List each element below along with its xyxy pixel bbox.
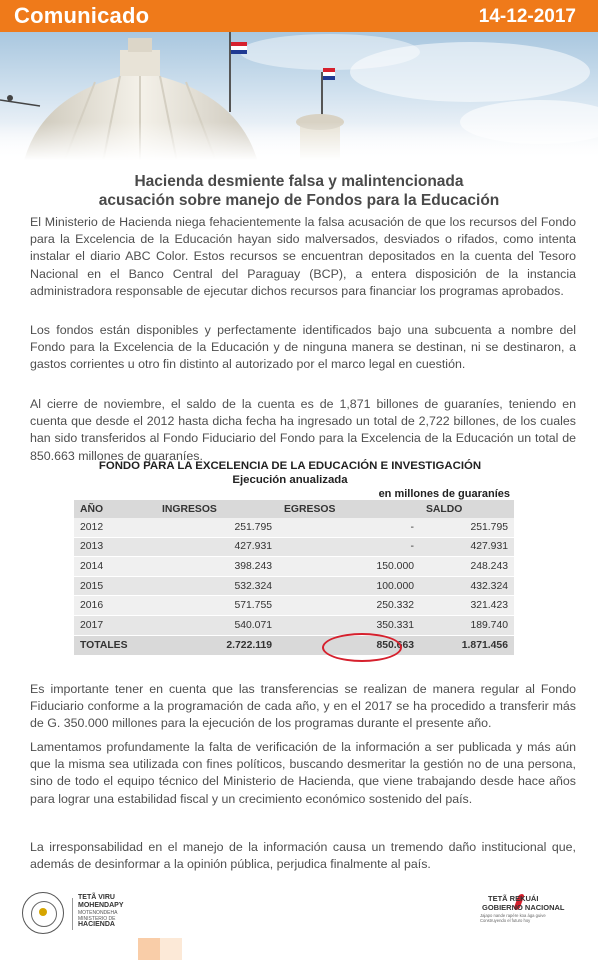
paragraph-4: Es importante tener en cuenta que las transferencias se realizan de manera regular al Fondo Fiduciario conforme a la programación de cada año, y en el 2017 se ha procedido a transferir más de G. 350.000 millones para la ejecución de los programas durante el presente año. xyxy=(30,682,576,731)
cell-income: 571.755 xyxy=(156,596,278,616)
cell-income: 398.243 xyxy=(156,557,278,577)
paragraph-2: Los fondos están disponibles y perfectamente identificados bajo una subcuenta a nombre del Fondo para la Excelencia de la Educación y de ninguna manera se destinan, ni se destinaron, a gastos corrientes u otro fin distinto al autorizado por el marco legal en cuestión. xyxy=(30,323,576,372)
totals-expense: 850.663 xyxy=(278,635,420,655)
cell-expense: 350.331 xyxy=(278,615,420,635)
corner-decoration xyxy=(160,938,182,960)
cell-year: 2014 xyxy=(74,557,156,577)
hero-fade xyxy=(0,122,598,170)
cell-balance: 432.324 xyxy=(420,576,514,596)
gov-logo-line-2: GOBIERNO NACIONAL xyxy=(482,903,565,912)
cell-balance: 248.243 xyxy=(420,557,514,577)
headline-line-1: Hacienda desmiente falsa y malintencionada xyxy=(134,173,464,190)
paragraph-6: La irresponsabilidad en el manejo de la información causa un tremendo daño institucional que, además de desinformar a la opinión pública, perjudica finalmente al país. xyxy=(30,840,576,872)
cell-income: 540.071 xyxy=(156,615,278,635)
gov-logo-line-1: TETÃ REKUÁI xyxy=(488,894,539,903)
headline xyxy=(0,172,598,210)
cell-year: 2012 xyxy=(74,518,156,537)
table-row xyxy=(74,557,514,577)
table-row xyxy=(74,576,514,596)
cell-year: 2016 xyxy=(74,596,156,616)
paragraph-1: El Ministerio de Hacienda niega fehacientemente la falsa acusación de que los recursos del Fondo para la Excelencia de la Educación hayan sido malversados, desviados o rifados, como intenta instalar el diario ABC Color. Estos recursos se encuentran depositados en la cuenta del Tesoro Nacional en el Banco Central del Paraguay (BCP), a entera disposición de la instancia administradora responsable de ejecutar dichos recursos para financiar los programas aprobados. xyxy=(30,215,576,298)
col-header-expense: EGRESOS xyxy=(278,500,420,518)
cell-year: 2017 xyxy=(74,615,156,635)
cell-expense: 150.000 xyxy=(278,557,420,577)
totals-balance: 1.871.456 xyxy=(420,635,514,655)
header-bar xyxy=(0,0,598,32)
logo-text-line-4: HACIENDA xyxy=(78,921,115,928)
totals-label: TOTALES xyxy=(74,635,156,655)
col-header-income: INGRESOS xyxy=(156,500,278,518)
table-title: FONDO PARA LA EXCELENCIA DE LA EDUCACIÓN E INVESTIGACIÓN xyxy=(98,460,482,472)
national-seal-icon xyxy=(22,892,64,934)
cell-expense: - xyxy=(278,518,420,537)
logo-text-line-3: MINISTERIO DE xyxy=(78,916,116,922)
cell-balance: 189.740 xyxy=(420,615,514,635)
table-row xyxy=(74,615,514,635)
cell-income: 427.931 xyxy=(156,537,278,557)
cell-year: 2013 xyxy=(74,537,156,557)
fund-table xyxy=(74,500,514,656)
cell-balance: 427.931 xyxy=(420,537,514,557)
col-header-year: AÑO xyxy=(74,500,156,518)
table-unit: en millones de guaraníes xyxy=(378,488,510,500)
cell-expense: 100.000 xyxy=(278,576,420,596)
header-title: Comunicado xyxy=(14,3,150,28)
table-subtitle: Ejecución anualizada xyxy=(232,474,348,486)
highlight-circle xyxy=(322,633,402,662)
gov-logo-line-4: Construyendo el futuro hoy xyxy=(480,918,531,923)
logo-text-line-1: TETÃ VIRU MOHENDAPY xyxy=(78,894,124,909)
corner-decoration xyxy=(138,938,160,960)
col-header-balance: SALDO xyxy=(420,500,514,518)
table-row xyxy=(74,596,514,616)
government-logo xyxy=(480,894,580,930)
table-header-row xyxy=(74,500,514,518)
header-date: 14-12-2017 xyxy=(478,6,576,27)
cell-expense: - xyxy=(278,537,420,557)
logo-text-line-2: MOTENONDEHA xyxy=(78,910,118,916)
table-row xyxy=(74,537,514,557)
cell-income: 532.324 xyxy=(156,576,278,596)
headline-line-2: acusación sobre manejo de Fondos para la Educación xyxy=(98,192,500,209)
table-row xyxy=(74,518,514,537)
paragraph-5: Lamentamos profundamente la falta de verificación de la información a ser publicada y más aún que la misma sea utilizada con fines políticos, buscando desmeritar la gestión no de una persona, sino de todo el equipo técnico del Ministerio de Hacienda, que viene trabajando desde hace años para lograr una estabilidad fiscal y un crecimiento económico sostenido del país. xyxy=(30,740,576,806)
cell-balance: 251.795 xyxy=(420,518,514,537)
table-totals-row xyxy=(74,635,514,655)
paragraph-3: Al cierre de noviembre, el saldo de la cuenta es de 1,871 billones de guaraníes, teniendo en cuenta que desde el 2012 hasta dicha fecha ha ingresado un total de 2,722 billones, de los cuales han sido transferidos al Fondo Fiduciario del Fondo para la Excelencia de la Educación un total de 850.663 millones de guaraníes. xyxy=(30,397,576,463)
cell-expense: 250.332 xyxy=(278,596,420,616)
gov-logo-line-3: Jajapo nande rapére koa ága guive xyxy=(480,913,546,918)
cell-income: 251.795 xyxy=(156,518,278,537)
cell-balance: 321.423 xyxy=(420,596,514,616)
totals-income: 2.722.119 xyxy=(156,635,278,655)
cell-year: 2015 xyxy=(74,576,156,596)
